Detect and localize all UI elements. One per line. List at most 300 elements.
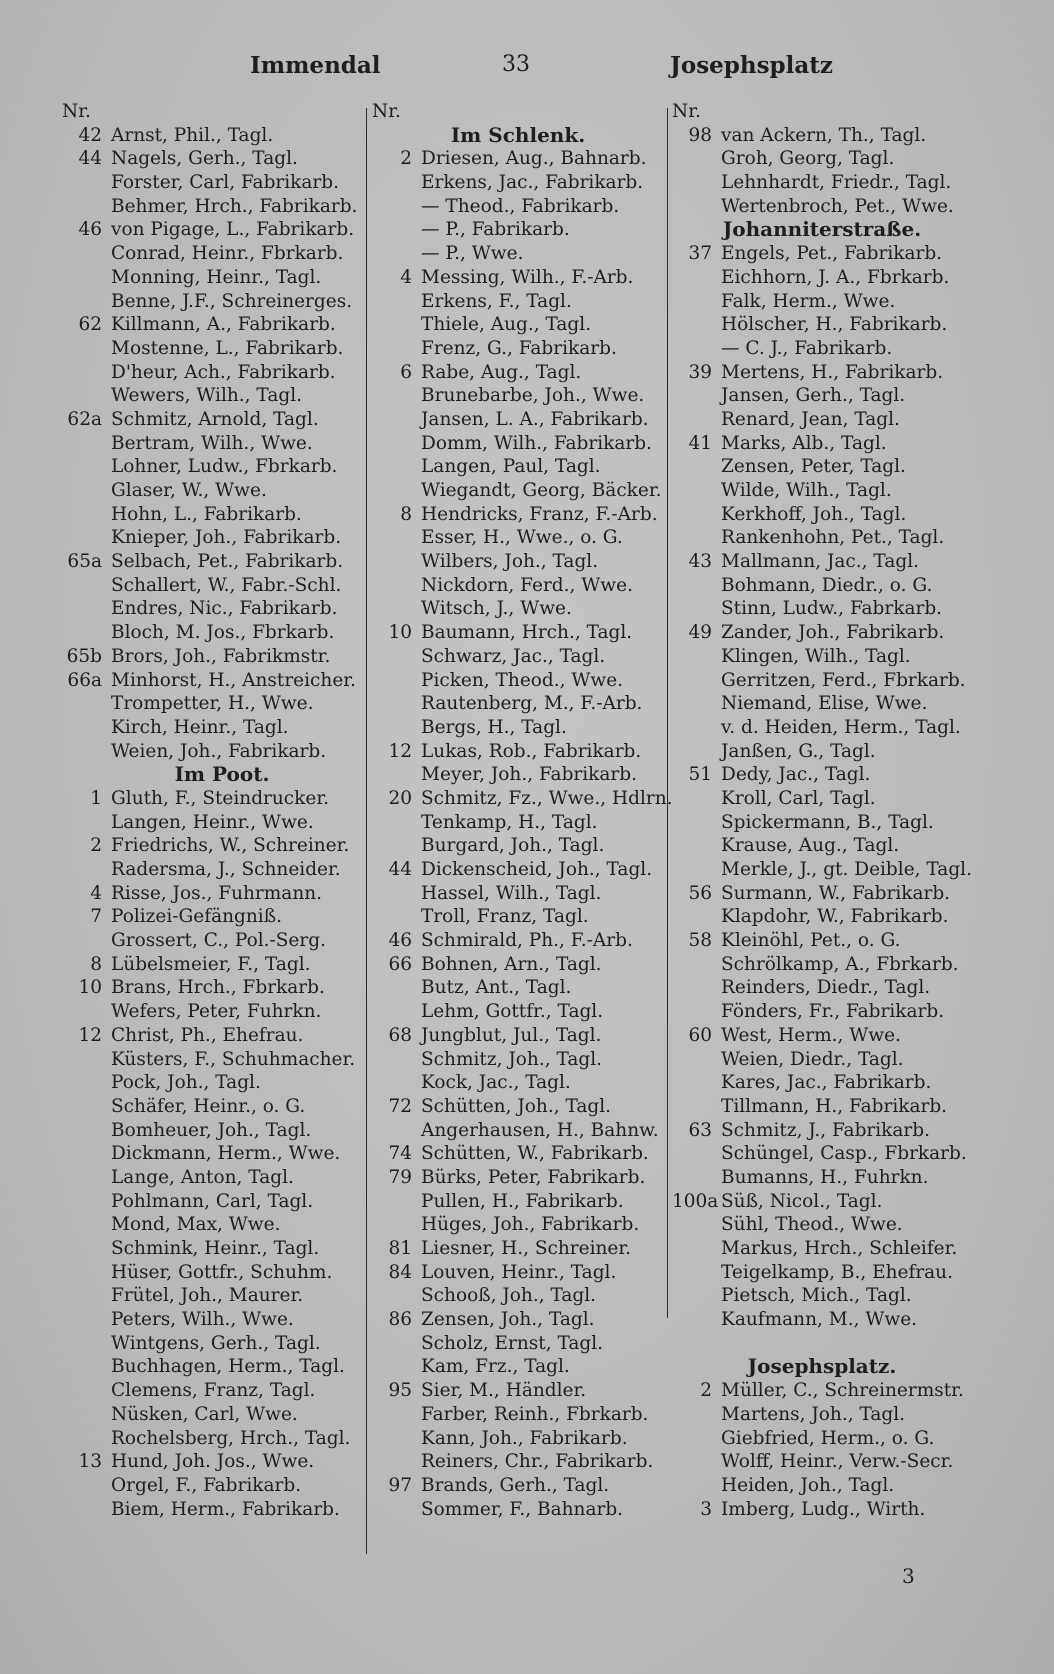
house-number: 100a <box>672 1190 719 1212</box>
resident-entry <box>672 1119 972 1143</box>
resident-entry <box>672 1261 972 1285</box>
resident-entry <box>372 692 664 716</box>
resident-entry <box>372 1190 664 1214</box>
resident-entry <box>672 929 972 953</box>
resident-entry <box>372 337 664 361</box>
resident-text: Pock, Joh., Tagl. <box>111 1072 261 1094</box>
resident-text: Wilbers, Joh., Tagl. <box>421 551 599 573</box>
resident-entry <box>672 1024 972 1048</box>
resident-entry <box>62 1427 362 1451</box>
resident-entry <box>372 1119 664 1143</box>
resident-text: Butz, Ant., Tagl. <box>421 977 572 999</box>
resident-entry <box>672 597 972 621</box>
resident-entry <box>372 905 664 929</box>
resident-text: Schmitz, Fz., Wwe., Hdlrn. <box>421 787 673 809</box>
resident-text: Sier, M., Händler. <box>421 1380 587 1402</box>
resident-text: Wefers, Peter, Fuhrkn. <box>111 1001 322 1023</box>
resident-text: Bumanns, H., Fuhrkn. <box>721 1166 929 1188</box>
resident-entry <box>62 313 362 337</box>
resident-entry <box>372 1403 664 1427</box>
resident-entry <box>672 1142 972 1166</box>
resident-text: Schütten, W., Fabrikarb. <box>421 1143 649 1165</box>
resident-entry <box>372 1498 664 1522</box>
street-name: Im Poot. <box>174 762 270 787</box>
house-number: 42 <box>78 124 102 146</box>
street-name: Johanniterstraße. <box>722 217 922 242</box>
resident-text: Wolff, Heinr., Verw.-Secr. <box>721 1451 954 1473</box>
resident-entry <box>62 882 362 906</box>
resident-text: Zensen, Joh., Tagl. <box>421 1309 595 1331</box>
spacer <box>672 1332 972 1356</box>
house-number: 62 <box>78 314 102 336</box>
resident-entry <box>372 763 664 787</box>
resident-entry <box>372 858 664 882</box>
resident-entry <box>62 242 362 266</box>
resident-entry <box>62 266 362 290</box>
resident-entry <box>372 479 664 503</box>
resident-text: Louven, Heinr., Tagl. <box>421 1261 617 1283</box>
resident-text: Langen, Heinr., Wwe. <box>111 811 314 833</box>
resident-entry <box>62 1048 362 1072</box>
resident-entry <box>62 1166 362 1190</box>
resident-text: Brans, Hrch., Fbrkarb. <box>111 977 325 999</box>
house-number: 2 <box>700 1380 712 1402</box>
house-number: 86 <box>388 1309 412 1331</box>
resident-text: Kam, Frz., Tagl. <box>421 1356 570 1378</box>
house-number: 12 <box>388 740 412 762</box>
resident-text: Mond, Max, Wwe. <box>111 1214 281 1236</box>
resident-entry <box>672 858 972 882</box>
resident-text: — P., Wwe. <box>421 243 524 265</box>
resident-text: Giebfried, Herm., o. G. <box>721 1427 935 1449</box>
house-number: 56 <box>688 882 712 904</box>
resident-entry <box>672 1166 972 1190</box>
resident-entry <box>372 290 664 314</box>
resident-text: Engels, Pet., Fabrikarb. <box>721 243 943 265</box>
resident-entry <box>372 1284 664 1308</box>
resident-text: Grossert, C., Pol.-Serg. <box>111 930 326 952</box>
resident-entry <box>372 218 664 242</box>
resident-entry <box>372 1332 664 1356</box>
house-number: 6 <box>400 361 412 383</box>
resident-text: — C. J., Fabrikarb. <box>721 337 893 359</box>
resident-text: Janßen, G., Tagl. <box>721 740 876 762</box>
resident-entry <box>672 811 972 835</box>
house-number: 46 <box>388 930 412 952</box>
resident-text: Clemens, Franz, Tagl. <box>111 1380 316 1402</box>
resident-text: Kares, Jac., Fabrikarb. <box>721 1072 932 1094</box>
resident-text: Klingen, Wilh., Tagl. <box>721 645 911 667</box>
resident-entry <box>672 147 972 171</box>
resident-text: Nagels, Gerh., Tagl. <box>111 148 298 170</box>
nr-label: Nr. <box>372 101 401 122</box>
resident-entry <box>372 384 664 408</box>
resident-text: Surmann, W., Fabrikarb. <box>721 882 951 904</box>
resident-entry <box>62 905 362 929</box>
resident-entry <box>62 432 362 456</box>
resident-entry <box>372 1450 664 1474</box>
resident-entry <box>62 550 362 574</box>
column-3 <box>672 100 972 1521</box>
house-number: 65a <box>67 551 102 573</box>
resident-text: Pohlmann, Carl, Tagl. <box>111 1190 314 1212</box>
house-number: 65b <box>66 645 102 667</box>
resident-text: Rankenhohn, Pet., Tagl. <box>721 527 945 549</box>
resident-entry <box>672 526 972 550</box>
resident-text: Minhorst, H., Anstreicher. <box>111 669 356 691</box>
resident-entry <box>62 408 362 432</box>
resident-text: Niemand, Elise, Wwe. <box>721 693 928 715</box>
resident-text: Spickermann, B., Tagl. <box>721 811 934 833</box>
page-header <box>0 52 1054 92</box>
street-heading <box>672 218 972 242</box>
resident-entry <box>62 811 362 835</box>
resident-entry <box>672 313 972 337</box>
resident-text: Lübelsmeier, F., Tagl. <box>111 953 311 975</box>
house-number: 41 <box>688 432 712 454</box>
nr-label: Nr. <box>672 101 701 122</box>
resident-text: Bomheuer, Joh., Tagl. <box>111 1119 312 1141</box>
house-number: 13 <box>78 1451 102 1473</box>
resident-entry <box>62 834 362 858</box>
resident-entry <box>672 479 972 503</box>
resident-entry <box>672 976 972 1000</box>
resident-entry <box>372 313 664 337</box>
resident-entry <box>672 432 972 456</box>
resident-text: Troll, Franz, Tagl. <box>421 906 589 928</box>
resident-entry <box>672 692 972 716</box>
resident-text: Schüngel, Casp., Fbrkarb. <box>721 1143 967 1165</box>
resident-text: Weien, Joh., Fabrikarb. <box>111 740 327 762</box>
resident-entry <box>372 597 664 621</box>
resident-entry <box>62 1119 362 1143</box>
resident-entry <box>62 1142 362 1166</box>
resident-entry <box>672 1450 972 1474</box>
resident-text: Dickenscheid, Joh., Tagl. <box>421 859 653 880</box>
resident-entry <box>672 1048 972 1072</box>
resident-entry <box>672 740 972 764</box>
number-column-label <box>62 100 362 124</box>
house-number: 51 <box>688 764 712 786</box>
house-number: 2 <box>400 148 412 170</box>
resident-entry <box>62 384 362 408</box>
resident-entry <box>372 1000 664 1024</box>
resident-text: Rautenberg, M., F.-Arb. <box>421 693 643 715</box>
resident-text: Hendricks, Franz, F.-Arb. <box>421 503 658 525</box>
resident-entry <box>372 1308 664 1332</box>
resident-entry <box>372 550 664 574</box>
resident-entry <box>372 621 664 645</box>
resident-text: Dedy, Jac., Tagl. <box>721 764 871 786</box>
resident-entry <box>62 1024 362 1048</box>
resident-text: Thiele, Aug., Tagl. <box>421 314 592 336</box>
resident-entry <box>62 1308 362 1332</box>
resident-entry <box>62 1213 362 1237</box>
resident-text: Pietsch, Mich., Tagl. <box>721 1285 912 1307</box>
resident-entry <box>672 763 972 787</box>
resident-entry <box>672 1213 972 1237</box>
resident-entry <box>62 290 362 314</box>
resident-text: Kleinöhl, Pet., o. G. <box>721 930 901 952</box>
resident-entry <box>372 574 664 598</box>
resident-text: Brands, Gerh., Tagl. <box>421 1474 610 1496</box>
resident-text: Radersma, J., Schneider. <box>111 859 341 880</box>
resident-text: Messing, Wilh., F.-Arb. <box>421 266 634 288</box>
resident-text: Jungblut, Jul., Tagl. <box>421 1024 602 1046</box>
resident-entry <box>62 1237 362 1261</box>
resident-text: Benne, J.F., Schreinerges. <box>111 290 353 312</box>
resident-text: Hund, Joh. Jos., Wwe. <box>111 1451 315 1473</box>
resident-text: Brors, Joh., Fabrikmstr. <box>111 645 331 667</box>
resident-entry <box>672 1071 972 1095</box>
resident-entry <box>62 1450 362 1474</box>
resident-text: Schooß, Joh., Tagl. <box>421 1285 597 1307</box>
resident-entry <box>672 574 972 598</box>
resident-entry <box>672 408 972 432</box>
resident-text: Christ, Ph., Ehefrau. <box>111 1024 304 1046</box>
resident-text: Dickmann, Herm., Wwe. <box>111 1143 341 1165</box>
resident-entry <box>372 740 664 764</box>
resident-text: Frütel, Joh., Maurer. <box>111 1285 304 1307</box>
resident-entry <box>372 1142 664 1166</box>
resident-entry <box>372 1427 664 1451</box>
resident-text: Falk, Herm., Wwe. <box>721 290 896 312</box>
house-number: 66 <box>388 953 412 975</box>
resident-entry <box>62 337 362 361</box>
resident-text: Schmink, Heinr., Tagl. <box>111 1238 320 1259</box>
resident-entry <box>372 1166 664 1190</box>
resident-text: Groh, Georg, Tagl. <box>721 148 895 170</box>
resident-text: Picken, Theod., Wwe. <box>421 669 624 691</box>
resident-text: Meyer, Joh., Fabrikarb. <box>421 764 637 786</box>
resident-text: Conrad, Heinr., Fbrkarb. <box>111 243 344 265</box>
resident-entry <box>372 526 664 550</box>
resident-text: Buchhagen, Herm., Tagl. <box>111 1356 345 1378</box>
resident-entry <box>62 195 362 219</box>
number-column-label <box>372 100 664 124</box>
resident-entry <box>672 882 972 906</box>
resident-entry <box>672 645 972 669</box>
resident-text: Rochelsberg, Hrch., Tagl. <box>111 1427 351 1449</box>
resident-text: Schallert, W., Fabr.-Schl. <box>111 574 342 596</box>
resident-entry <box>62 503 362 527</box>
resident-entry <box>672 242 972 266</box>
resident-entry <box>372 242 664 266</box>
resident-text: Burgard, Joh., Tagl. <box>421 835 605 857</box>
resident-text: Kock, Jac., Tagl. <box>421 1072 571 1094</box>
resident-text: Teigelkamp, B., Ehefrau. <box>721 1261 953 1283</box>
resident-entry <box>62 1000 362 1024</box>
resident-text: Lange, Anton, Tagl. <box>111 1166 294 1188</box>
column-divider <box>667 108 668 1318</box>
resident-text: Trompetter, H., Wwe. <box>111 693 314 715</box>
resident-text: Merkle, J., gt. Deible, Tagl. <box>721 859 972 880</box>
house-number: 12 <box>78 1024 102 1046</box>
resident-entry <box>672 455 972 479</box>
resident-text: Müller, C., Schreinermstr. <box>721 1380 964 1402</box>
resident-text: Biem, Herm., Fabrikarb. <box>111 1498 340 1520</box>
resident-text: Bertram, Wilh., Wwe. <box>111 432 313 454</box>
resident-text: Reinders, Diedr., Tagl. <box>721 977 931 999</box>
resident-text: Baumann, Hrch., Tagl. <box>421 622 633 644</box>
house-number: 2 <box>90 835 102 857</box>
resident-entry <box>672 195 972 219</box>
resident-text: Farber, Reinh., Fbrkarb. <box>421 1403 649 1425</box>
resident-text: Marks, Alb., Tagl. <box>721 432 887 454</box>
resident-text: Arnst, Phil., Tagl. <box>111 124 274 146</box>
house-number: 84 <box>388 1261 412 1283</box>
resident-text: Küsters, F., Schuhmacher. <box>111 1048 356 1070</box>
resident-text: Zensen, Peter, Tagl. <box>721 456 906 478</box>
resident-text: Zander, Joh., Fabrikarb. <box>721 622 945 644</box>
street-name: Josephsplatz. <box>747 1354 897 1379</box>
resident-text: Heiden, Joh., Tagl. <box>721 1474 895 1496</box>
resident-entry <box>672 290 972 314</box>
resident-text: Scholz, Ernst, Tagl. <box>421 1332 604 1354</box>
resident-text: Eichhorn, J. A., Fbrkarb. <box>721 266 950 288</box>
resident-text: Rabe, Aug., Tagl. <box>421 361 582 383</box>
resident-text: Driesen, Aug., Bahnarb. <box>421 148 647 170</box>
resident-text: Weien, Diedr., Tagl. <box>721 1048 904 1070</box>
resident-text: Schäfer, Heinr., o. G. <box>111 1095 306 1117</box>
resident-entry <box>372 1237 664 1261</box>
resident-entry <box>372 1024 664 1048</box>
resident-entry <box>372 882 664 906</box>
resident-entry <box>672 1403 972 1427</box>
resident-entry <box>62 621 362 645</box>
resident-text: Wilde, Wilh., Tagl. <box>721 480 892 501</box>
resident-text: Wertenbroch, Pet., Wwe. <box>721 195 954 217</box>
resident-text: Pullen, H., Fabrikarb. <box>421 1190 624 1212</box>
resident-entry <box>672 1427 972 1451</box>
resident-text: v. d. Heiden, Herm., Tagl. <box>721 716 961 738</box>
resident-entry <box>672 550 972 574</box>
resident-text: Domm, Wilh., Fabrikarb. <box>421 432 652 454</box>
resident-entry <box>62 1095 362 1119</box>
resident-entry <box>672 834 972 858</box>
house-number: 98 <box>688 124 712 146</box>
house-number: 4 <box>400 266 412 288</box>
house-number: 63 <box>688 1119 712 1141</box>
resident-entry <box>672 1474 972 1498</box>
house-number: 60 <box>688 1024 712 1046</box>
resident-entry <box>62 787 362 811</box>
resident-entry <box>62 976 362 1000</box>
resident-entry <box>372 834 664 858</box>
resident-text: Sommer, F., Bahnarb. <box>421 1498 624 1520</box>
house-number: 39 <box>688 361 712 383</box>
resident-text: Süß, Nicol., Tagl. <box>721 1190 883 1212</box>
resident-entry <box>62 929 362 953</box>
house-number: 58 <box>688 930 712 952</box>
house-number: 43 <box>688 551 712 573</box>
resident-text: Kirch, Heinr., Tagl. <box>111 716 289 738</box>
resident-entry <box>62 361 362 385</box>
resident-entry <box>672 716 972 740</box>
resident-entry <box>62 740 362 764</box>
resident-text: Schrölkamp, A., Fbrkarb. <box>721 953 959 975</box>
resident-text: Lohner, Ludw., Fbrkarb. <box>111 456 338 478</box>
resident-text: Martens, Joh., Tagl. <box>721 1403 906 1425</box>
resident-entry <box>372 953 664 977</box>
column-1 <box>62 100 362 1521</box>
resident-text: Bergs, H., Tagl. <box>421 716 567 738</box>
resident-text: Hohn, L., Fabrikarb. <box>111 503 302 525</box>
resident-entry <box>372 1474 664 1498</box>
resident-text: Erkens, Jac., Fabrikarb. <box>421 172 644 194</box>
resident-text: Markus, Hrch., Schleifer. <box>721 1238 958 1259</box>
resident-entry <box>672 503 972 527</box>
resident-text: — Theod., Fabrikarb. <box>421 195 620 217</box>
resident-entry <box>672 1095 972 1119</box>
resident-text: Fönders, Fr., Fabrikarb. <box>721 1001 945 1023</box>
resident-entry <box>372 1095 664 1119</box>
resident-text: Orgel, F., Fabrikarb. <box>111 1474 302 1496</box>
resident-text: Mallmann, Jac., Tagl. <box>721 551 919 573</box>
resident-text: Mertens, H., Fabrikarb. <box>721 361 944 383</box>
resident-entry <box>62 1284 362 1308</box>
resident-entry <box>672 1190 972 1214</box>
house-number: 95 <box>388 1380 412 1402</box>
resident-entry <box>62 1071 362 1095</box>
resident-entry <box>62 124 362 148</box>
resident-entry <box>672 1308 972 1332</box>
resident-entry <box>62 692 362 716</box>
resident-text: Angerhausen, H., Bahnw. <box>421 1119 659 1141</box>
resident-text: Sühl, Theod., Wwe. <box>721 1214 903 1236</box>
resident-entry <box>372 361 664 385</box>
resident-entry <box>62 1332 362 1356</box>
resident-text: Erkens, F., Tagl. <box>421 290 572 312</box>
resident-entry <box>672 787 972 811</box>
resident-text: Kerkhoff, Joh., Tagl. <box>721 503 907 525</box>
resident-text: Krause, Aug., Tagl. <box>721 835 900 857</box>
house-number: 20 <box>388 787 412 809</box>
house-number: 8 <box>400 503 412 525</box>
resident-text: Klapdohr, W., Fabrikarb. <box>721 906 949 928</box>
resident-entry <box>372 455 664 479</box>
house-number: 72 <box>388 1095 412 1117</box>
resident-text: Gerritzen, Ferd., Fbrkarb. <box>721 669 966 691</box>
resident-entry <box>672 361 972 385</box>
resident-entry <box>62 953 362 977</box>
resident-entry <box>672 1237 972 1261</box>
house-number: 44 <box>388 859 412 880</box>
resident-text: Schmirald, Ph., F.-Arb. <box>421 930 633 952</box>
resident-text: Nickdorn, Ferd., Wwe. <box>421 574 633 596</box>
resident-text: Glaser, W., Wwe. <box>111 480 267 501</box>
resident-text: Polizei-Gefängniß. <box>111 906 282 928</box>
resident-text: Frenz, G., Fabrikarb. <box>421 337 617 359</box>
resident-text: Hüser, Gottfr., Schuhm. <box>111 1261 333 1283</box>
resident-entry <box>672 621 972 645</box>
resident-text: Schmitz, Joh., Tagl. <box>421 1048 603 1070</box>
resident-entry <box>372 1213 664 1237</box>
resident-text: Peters, Wilh., Wwe. <box>111 1309 294 1331</box>
resident-entry <box>62 455 362 479</box>
resident-text: Lehnhardt, Friedr., Tagl. <box>721 172 952 194</box>
resident-text: Risse, Jos., Fuhrmann. <box>111 882 323 904</box>
resident-entry <box>372 432 664 456</box>
resident-entry <box>372 171 664 195</box>
resident-entry <box>672 124 972 148</box>
resident-text: Bohnen, Arn., Tagl. <box>421 953 602 975</box>
nr-label: Nr. <box>62 101 91 122</box>
house-number: 1 <box>90 787 102 809</box>
resident-text: Schmitz, J., Fabrikarb. <box>721 1119 930 1141</box>
resident-text: Schmitz, Arnold, Tagl. <box>111 408 319 430</box>
resident-entry <box>62 597 362 621</box>
